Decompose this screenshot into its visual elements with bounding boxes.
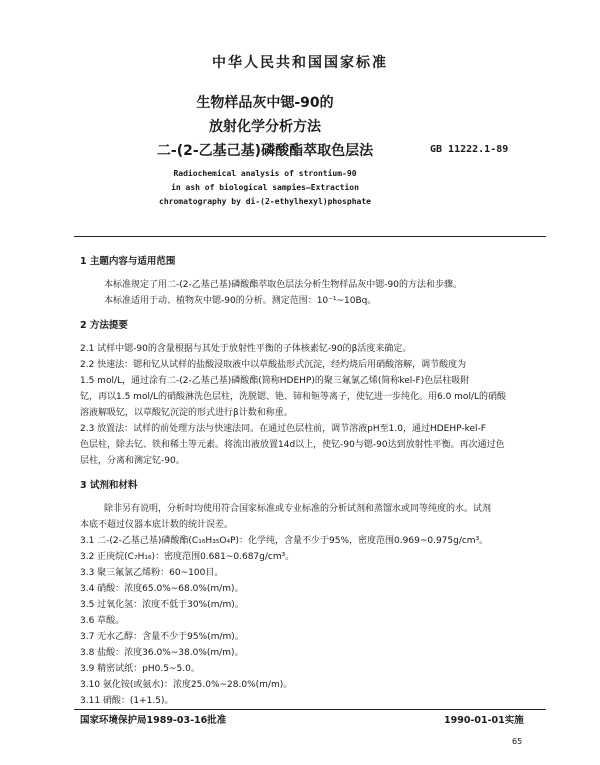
title-zh-line2: 放射化学分析方法 — [209, 119, 321, 135]
standard-number: GB 11222.1-89 — [430, 144, 509, 155]
page-number: 65 — [512, 737, 523, 746]
country-standard-header: 中华人民共和国国家标准 — [212, 55, 388, 71]
reagent-item: 3.4 硝酸：浓度65.0%~68.0%(m/m)。 — [80, 584, 244, 594]
section-1-heading: 1 主题内容与适用范围 — [80, 256, 176, 267]
reagent-item: 3.6 草酸。 — [80, 616, 125, 626]
title-zh-line1: 生物样品灰中锶-90的 — [196, 95, 334, 111]
section-2-2-line2: 1.5 mol/L，通过涂有二-(2-乙基己基)磷酸酯(简称HDEHP)的聚三氟氯乙烯(简称kel-F)色层柱吸附 — [80, 376, 470, 386]
header-divider — [74, 236, 546, 237]
reagent-item: 3.1 二-(2-乙基己基)磷酸酯(C₁₆H₃₅O₄P)：化学纯，含量不少于95%，密度范围0.969~0.975g/cm³。 — [80, 536, 489, 546]
section-2-3-line1: 2.3 放置法：试样的前处理方法与快速法同。在通过色层柱前，调节溶液pH至1.0，通过HDEHP-kel-F — [80, 424, 486, 434]
title-en-line2: in ash of biological sampies—Extraction — [171, 183, 359, 192]
section-3-intro-line2: 本底不超过仪器本底计数的统计误差。 — [80, 520, 234, 530]
section-1-para-2: 本标准适用于动、植物灰中锶-90的分析。测定范围：10⁻¹~10Bq。 — [104, 296, 377, 306]
reagent-item: 3.10 氨化铵(或氨水)：浓度25.0%~28.0%(m/m)。 — [80, 680, 293, 690]
approval-date: 国家环境保护局1989-03-16批准 — [80, 715, 227, 726]
reagent-item: 3.2 正庚烷(C₇H₁₆)：密度范围0.681~0.687g/cm³。 — [80, 552, 295, 562]
title-en-line3: chromatography by di-(2-ethylhexyl)phosphate — [159, 197, 371, 206]
reagent-item: 3.5 过氧化氢：浓度不低于30%(m/m)。 — [80, 600, 244, 610]
section-2-heading: 2 方法提要 — [80, 320, 128, 331]
reagent-item: 3.7 无水乙醇：含量不少于95%(m/m)。 — [80, 632, 244, 642]
title-en-line1: Radiochemical analysis of strontium-90 — [173, 169, 357, 178]
reagent-item: 3.9 精密试纸：pH0.5~5.0。 — [80, 664, 200, 674]
section-2-1: 2.1 试样中锶-90的含量根据与其处于放射性平衡的子体核素钇-90的β活度来确定。 — [80, 344, 412, 354]
section-2-2-line4: 溶液解吸钇，以草酸钇沉淀的形式进行β计数和称重。 — [80, 408, 293, 418]
section-2-2-line3: 钇，再以1.5 mol/L的硝酸淋洗色层柱，洗脱锶、铯、铈和钷等离子，使钇进一步纯化。用6.0 mol/L的硝酸 — [80, 392, 506, 402]
section-2-3-line2: 色层柱，除去钇、铁和稀土等元素。将流出液放置14d以上，使钇-90与锶-90达到放射性平衡。再次通过色 — [80, 440, 505, 450]
section-3-intro-line1: 除非另有说明，分析时均使用符合国家标准或专业标准的分析试剂和蒸馏水或同等纯度的水。试剂 — [104, 504, 492, 514]
section-2-2-line1: 2.2 快速法：锶和钇从试样的盐酸浸取液中以草酸盐形式沉淀，经灼烧后用硝酸溶解，调节酸度为 — [80, 360, 467, 370]
effective-date: 1990-01-01实施 — [444, 715, 524, 726]
reagent-item: 3.11 硝酸：(1+1.5)。 — [80, 696, 174, 706]
reagent-item: 3.3 聚三氟氯乙烯粉：60~100目。 — [80, 568, 224, 578]
reagent-item: 3.8 盐酸：浓度36.0%~38.0%(m/m)。 — [80, 648, 244, 658]
title-zh-line3: 二-(2-乙基己基)磷酸酯萃取色层法 — [156, 143, 374, 159]
section-1-para-1: 本标准规定了用二-(2-乙基己基)磷酸酯萃取色层法分析生物样品灰中锶-90的方法和步骤。 — [104, 280, 462, 290]
footer-divider — [74, 709, 546, 710]
section-2-3-line3: 层柱，分离和测定钇-90。 — [80, 456, 185, 466]
section-3-heading: 3 试剂和材料 — [80, 480, 138, 491]
